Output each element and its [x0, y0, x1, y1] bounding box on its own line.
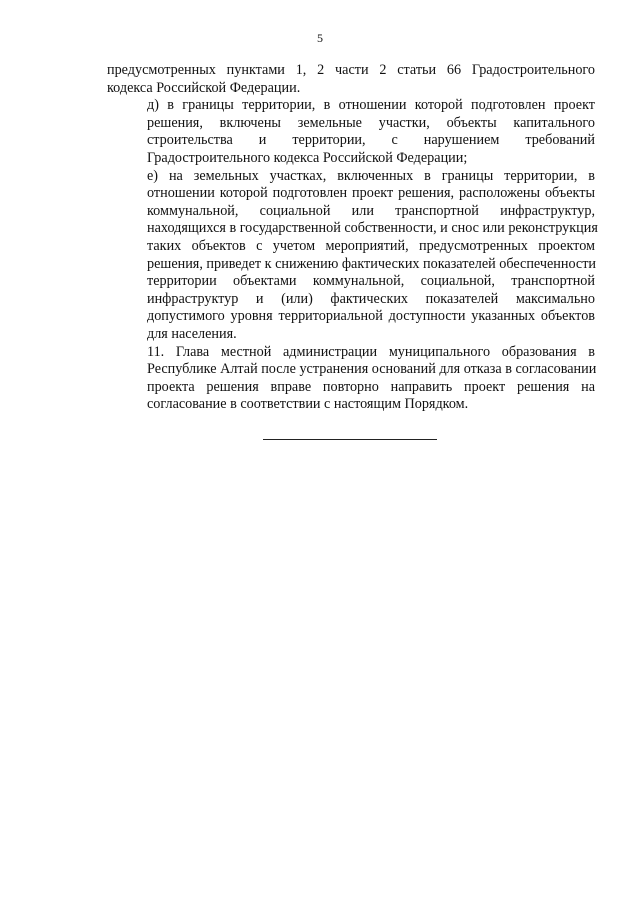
- text-line: Градостроительного кодекса Российской Федерации;: [147, 149, 468, 166]
- text-line: находящихся в государственной собственности, и снос или реконструкция: [147, 220, 598, 237]
- text-line: согласование в соответствии с настоящим Порядком.: [147, 396, 469, 413]
- document-body: [107, 62, 598, 414]
- end-separator-line: [263, 439, 437, 440]
- text-line: кодекса Российской Федерации.: [107, 79, 301, 96]
- text-line: коммунальной, социальной или транспортной инфраструктур,: [147, 202, 595, 219]
- text-line: строительства и территории, с нарушением требований: [147, 132, 595, 149]
- text-line: допустимого уровня территориальной доступности указанных объектов: [147, 308, 595, 325]
- text-line: е) на земельных участках, включенных в границы территории, в: [147, 167, 595, 184]
- text-line: решения, включены земельные участки, объекты капитального: [147, 114, 595, 131]
- text-line: предусмотренных пунктами 1, 2 части 2 статьи 66 Градостроительного: [107, 62, 595, 78]
- text-line: Республике Алтай после устранения оснований для отказа в согласовании: [147, 361, 597, 378]
- text-line: территории объектами коммунальной, социальной, транспортной: [147, 273, 595, 290]
- text-line: д) в границы территории, в отношении которой подготовлен проект: [147, 97, 595, 114]
- text-line: 11. Глава местной администрации муниципального образования в: [147, 343, 595, 360]
- paragraph-clause-11: [107, 344, 595, 414]
- text-line: для населения.: [147, 325, 237, 342]
- text-line: инфраструктур и (или) фактических показателей максимально: [147, 290, 595, 307]
- text-line: проекта решения вправе повторно направить проект решения на: [147, 378, 595, 395]
- paragraph-legal-reference: [107, 62, 595, 97]
- paragraph-item-d: [107, 97, 595, 167]
- text-line: отношении которой подготовлен проект решения, расположены объекты: [147, 185, 595, 202]
- page-number: 5: [317, 31, 323, 45]
- text-line: таких объектов с учетом мероприятий, предусмотренных проектом: [147, 237, 595, 254]
- paragraph-item-e: [107, 167, 598, 344]
- text-line: решения, приведет к снижению фактических показателей обеспеченности: [147, 255, 597, 272]
